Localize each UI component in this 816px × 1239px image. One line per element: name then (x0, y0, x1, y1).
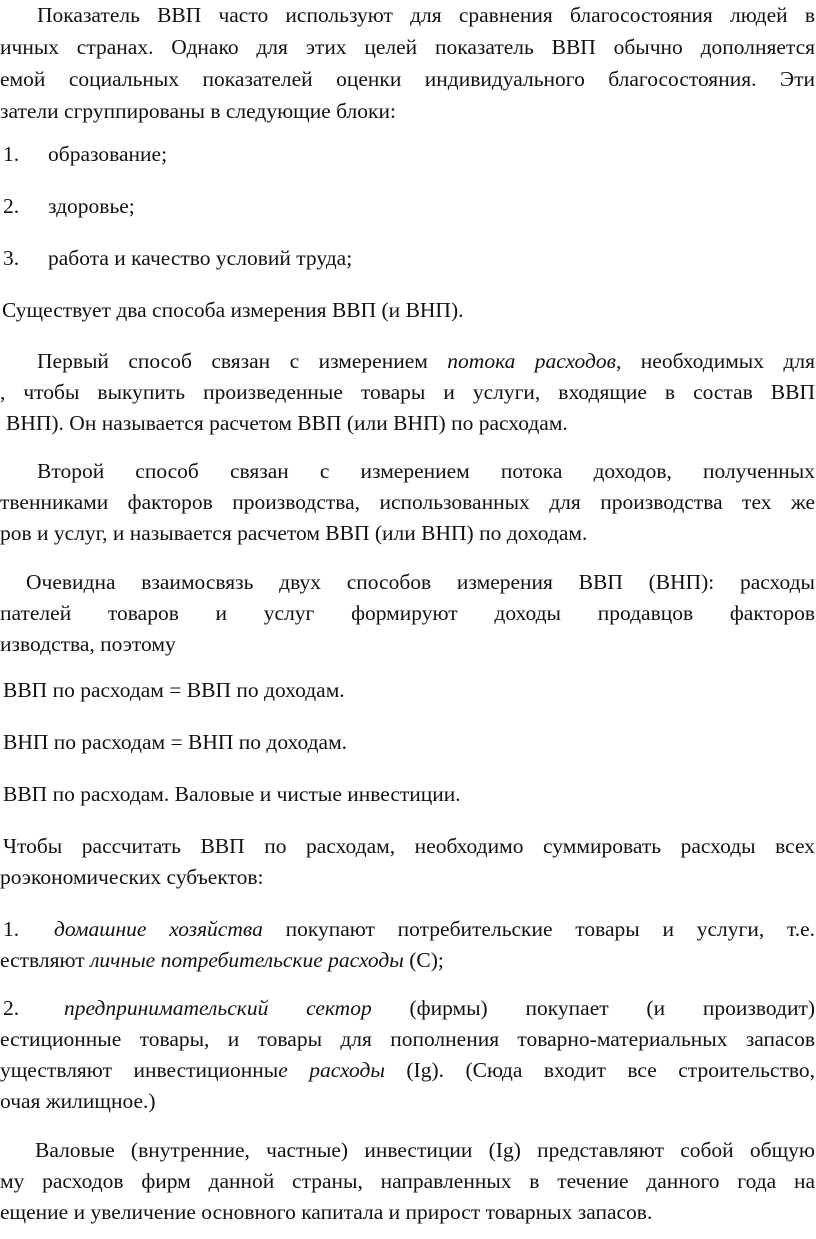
paragraph-line: ещение и увеличение основного капитала и прирост товарных запасов. (0, 1200, 653, 1224)
text-run: Первый способ связан с измерением (37, 349, 448, 373)
paragraph-line: ичных странах. Однако для этих целей показатель ВВП обычно дополняется (0, 35, 815, 59)
text-run: уществляют инвестиционны (0, 1058, 279, 1082)
text-run: , необходимых для (615, 349, 815, 373)
equation-line: ВНП по расходам = ВНП по доходам. (3, 730, 348, 754)
list-item: работа и качество условий труда; (48, 246, 353, 270)
paragraph-line: му расходов фирм данной страны, направленных в течение данного года на (0, 1169, 815, 1193)
list-item-line (0, 1057, 815, 1084)
paragraph-line: Валовые (внутренние, частные) инвестиции (Ig) представляют собой общую (35, 1138, 815, 1162)
paragraph-line: роэкономических субъектов: (0, 865, 264, 889)
paragraph-line: пателей товаров и услуг формируют доходы продавцов факторов (0, 601, 815, 625)
text-run: (C); (403, 948, 444, 972)
paragraph-line: Показатель ВВП часто используют для сравнения благосостояния людей в (37, 3, 815, 27)
paragraph-line: ров и услуг, и называется расчетом ВВП (или ВНП) по доходам. (0, 521, 588, 545)
list-item-line (64, 995, 815, 1022)
paragraph-line: Второй способ связан с измерением потока доходов, полученных (37, 459, 815, 483)
list-item-line (0, 947, 444, 974)
list-item: образование; (48, 142, 168, 166)
list-item-line: очая жилищное.) (0, 1089, 156, 1113)
list-item-number: 2. (3, 996, 20, 1020)
equation-line: ВВП по расходам = ВВП по доходам. (3, 678, 345, 702)
paragraph-line: изводства, поэтому (0, 632, 176, 656)
emphasis-text: личные потребительские расходы (90, 948, 404, 972)
list-item-number: 1. (3, 917, 20, 941)
paragraph-line: Очевидна взаимосвязь двух способов измерения ВВП (ВНП): расходы (26, 570, 815, 594)
list-item-number: 1. (3, 142, 20, 166)
emphasis-text: потока расходов (447, 349, 616, 373)
list-item-number: 3. (3, 246, 20, 270)
paragraph-line: ВНП). Он называется расчетом ВВП (или ВНП) по расходам. (6, 411, 568, 435)
paragraph-line: твенниками факторов производства, использованных для производства тех же (0, 490, 815, 514)
paragraph-line: затели сгруппированы в следующие блоки: (0, 99, 396, 123)
paragraph-line: , чтобы выкупить произведенные товары и услуги, входящие в состав ВВП (0, 380, 815, 404)
paragraph-line: Чтобы рассчитать ВВП по расходам, необходимо суммировать расходы всех (3, 834, 815, 858)
text-run: покупают потребительские товары и услуги, т.е. (262, 917, 816, 941)
text-run: (Ig). (Сюда входит все строительство, (384, 1058, 815, 1082)
emphasis-text: домашние хозяйства (54, 917, 263, 941)
list-item-line (54, 916, 815, 943)
list-item: здоровье; (48, 194, 135, 218)
emphasis-text: е расходы (278, 1058, 385, 1082)
list-item-line: естиционные товары, и товары для пополнения товарно-материальных запасов (0, 1027, 815, 1051)
paragraph-line (37, 348, 815, 375)
section-heading: ВВП по расходам. Валовые и чистые инвестиции. (3, 782, 461, 806)
text-run: ествляют (0, 948, 91, 972)
list-item-number: 2. (3, 194, 20, 218)
emphasis-text: предпринимательский сектор (64, 996, 372, 1020)
paragraph-line: Существует два способа измерения ВВП (и ВНП). (2, 298, 464, 322)
paragraph-line: емой социальных показателей оценки индивидуального благосостояния. Эти (0, 67, 815, 91)
text-run: (фирмы) покупает (и производит) (371, 996, 815, 1020)
